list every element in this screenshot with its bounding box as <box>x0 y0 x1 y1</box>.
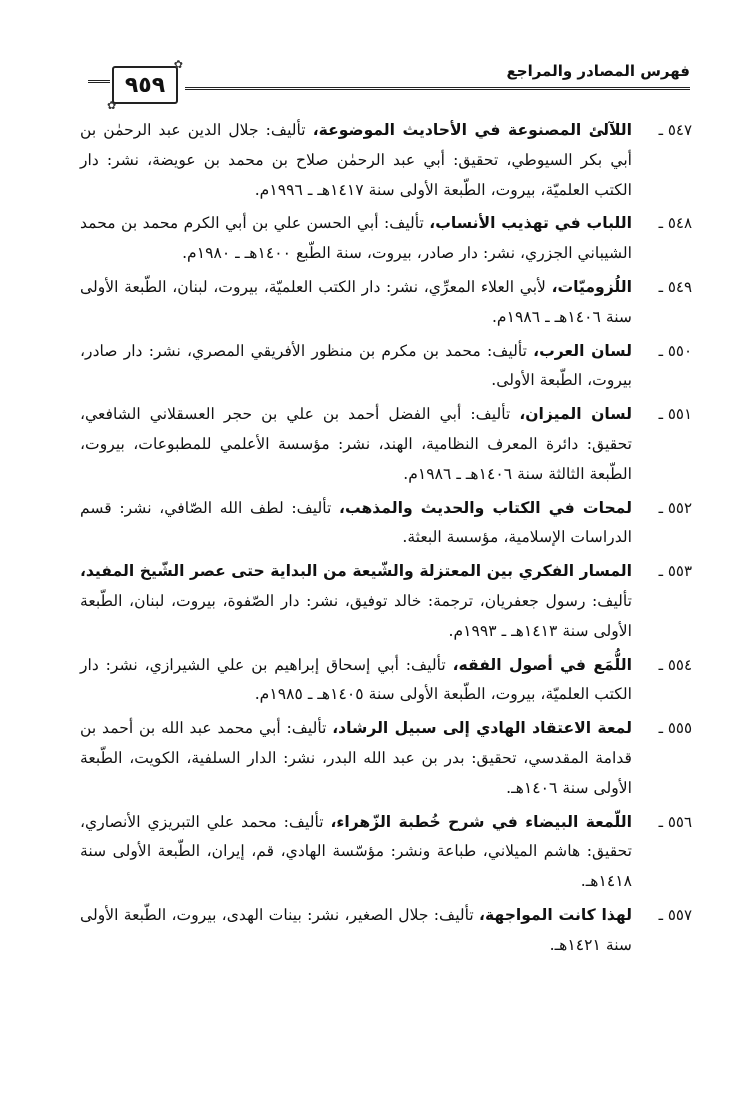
ornament-icon: ✿ <box>107 99 117 112</box>
bibliography-entry <box>80 116 692 205</box>
entry-text: لأبي العلاء المعرِّي، نشر: دار الكتب العلميّة، بيروت، لبنان، الطّبعة الأولى سنة ١٤٠٦هـ ـ ١٩٨٦م. <box>80 277 632 326</box>
entry-text: تأليف: أبي إسحاق إبراهيم بن علي الشيرازي، نشر: دار الكتب العلميّة، بيروت، الطّبعة الأولى سنة ١٤٠٥هـ ـ ١٩٨٥م. <box>80 655 632 704</box>
entry-text: تأليف: محمد بن مكرم بن منظور الأفريقي المصري، نشر: دار صادر، بيروت، الطّبعة الأولى. <box>80 341 632 390</box>
bibliography-entry <box>80 494 692 554</box>
bibliography-entry <box>80 808 692 897</box>
header-rule <box>185 87 690 90</box>
bibliography-list <box>80 116 692 965</box>
entry-text: تأليف: جلال الصغير، نشر: بينات الهدى، بيروت، الطّبعة الأولى سنة ١٤٢١هـ. <box>80 905 632 954</box>
entry-title: لسان الميزان، <box>519 405 632 424</box>
bibliography-entry <box>80 901 692 961</box>
entry-text: تأليف: رسول جعفريان، ترجمة: خالد توفيق، نشر: دار الصّفوة، بيروت، لبنان، الطّبعة الأولى سنة ١٤١٣هـ ـ ١٩٩٣م. <box>80 591 632 640</box>
entry-title: اللُزوميّات، <box>551 277 632 296</box>
bibliography-entry <box>80 400 692 489</box>
header-rule-left <box>88 80 110 83</box>
ornament-icon: ✿ <box>173 58 183 71</box>
bibliography-entry <box>80 651 692 711</box>
entry-title: لمحات في الكتاب والحديث والمذهب، <box>339 498 632 517</box>
entry-text: تأليف: لطف الله الصّافي، نشر: قسم الدراسات الإسلامية، مؤسسة البعثة. <box>80 498 632 547</box>
entry-number: ٥٤٨ ـ <box>658 214 692 233</box>
entry-number: ٥٤٧ ـ <box>658 121 692 139</box>
page-number-box <box>107 58 183 112</box>
entry-number: ٥٥٣ ـ <box>658 562 692 581</box>
entry-number: ٥٥٠ ـ <box>658 341 692 360</box>
entry-number: ٥٥٥ ـ <box>658 719 692 738</box>
entry-number: ٥٥٢ ـ <box>658 498 692 517</box>
page-number: ٩٥٩ <box>124 72 166 98</box>
entry-number: ٥٥٧ ـ <box>658 905 692 924</box>
entry-number: ٥٥١ ـ <box>658 405 692 424</box>
entry-text: تأليف: أبي الحسن علي بن أبي الكرم محمد بن محمد الشيباني الجزري، نشر: دار صادر، بيروت، سنة الطّبع ١٤٠٠هـ ـ ١٩٨٠م. <box>80 214 632 263</box>
entry-title: المسار الفكري بين المعتزلة والشّيعة من البداية حتى عصر الشّيخ المفيد، <box>80 562 632 581</box>
entry-title: اللباب في تهذيب الأنساب، <box>429 214 633 233</box>
entry-title: اللآلئ المصنوعة في الأحاديث الموضوعة، <box>312 121 632 139</box>
entry-text: تأليف: جلال الدين عبد الرحمٰن بن أبي بكر السيوطي، تحقيق: أبي عبد الرحمٰن صلاح بن محمد بن عويضة، نشر: دار الكتب العلميّة، بيروت، الطّبعة الأولى سنة ١٤١٧هـ ـ ١٩٩٦م. <box>80 121 632 199</box>
entry-number: ٥٥٦ ـ <box>658 812 692 831</box>
entry-title: لهذا كانت المواجهة، <box>479 905 632 924</box>
entry-number: ٥٥٤ ـ <box>658 655 692 674</box>
entry-text: تأليف: أبي الفضل أحمد بن علي بن حجر العسقلاني الشافعي، تحقيق: دائرة المعرف النظامية، الهند، نشر: مؤسسة الأعلمي للمطبوعات، بيروت، الطّبعة الثالثة سنة ١٤٠٦هـ ـ ١٩٨٦م. <box>80 405 632 483</box>
entry-number: ٥٤٩ ـ <box>658 277 692 296</box>
entry-text: تأليف: محمد علي التبريزي الأنصاري، تحقيق: هاشم الميلاني، طباعة ونشر: مؤسّسة الهادي، قم، إيران، الطّبعة الأولى سنة ١٤١٨هـ. <box>80 812 632 891</box>
entry-title: اللُّمَع في أصول الفقه، <box>452 655 632 674</box>
entry-title: لسان العرب، <box>533 341 632 360</box>
running-title: فهرس المصادر والمراجع <box>506 62 690 80</box>
bibliography-entry <box>80 209 692 269</box>
entry-title: لمعة الاعتقاد الهادي إلى سبيل الرشاد، <box>332 719 632 738</box>
bibliography-entry <box>80 557 692 646</box>
entry-text: تأليف: أبي محمد عبد الله بن أحمد بن قدامة المقدسي، تحقيق: بدر بن عبد الله البدر، نشر: الدار السلفية، الكويت، الطّبعة الأولى سنة ١٤٠٦هـ. <box>80 719 632 797</box>
bibliography-entry <box>80 714 692 803</box>
bibliography-entry <box>80 337 692 397</box>
entry-title: اللّمعة البيضاء في شرح خُطبة الزّهراء، <box>330 812 633 831</box>
bibliography-entry <box>80 273 692 333</box>
